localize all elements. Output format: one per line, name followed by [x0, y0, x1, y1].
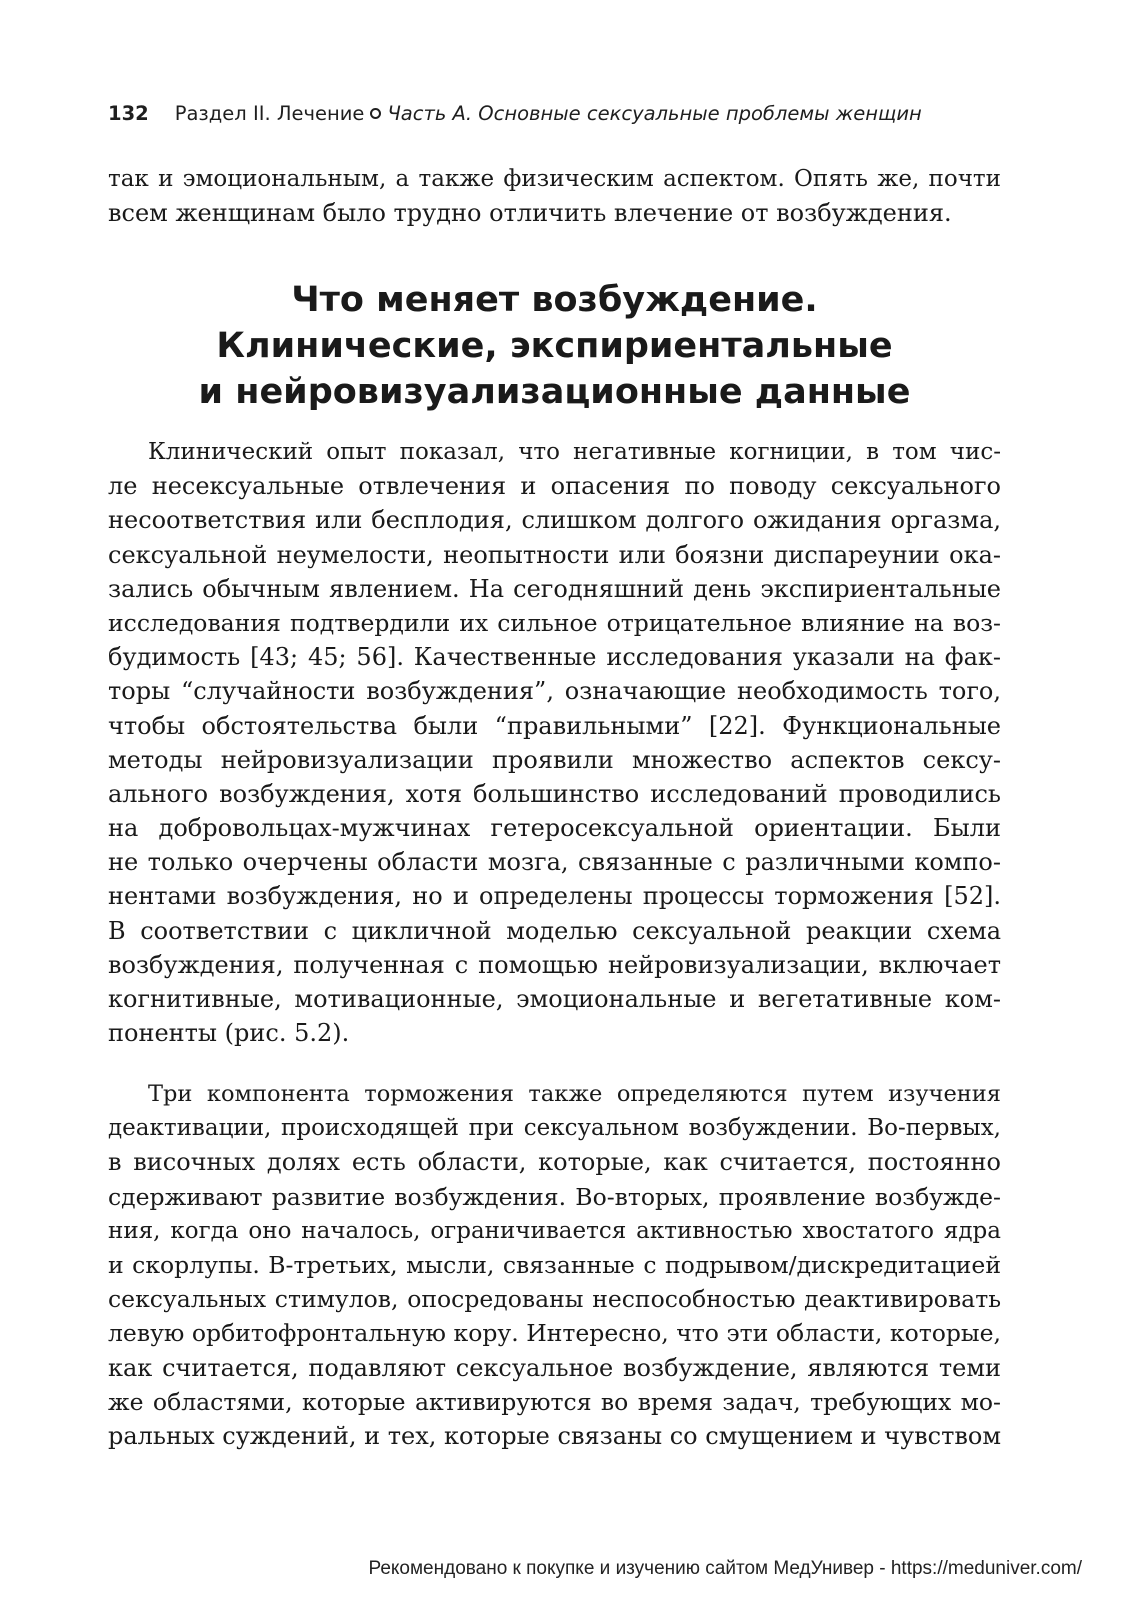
text-line: как считается, подавляют сексуальное возбуждение, являются теми — [108, 1353, 1001, 1382]
text-line: не только очерчены области мозга, связанные с различными компо- — [108, 848, 1001, 877]
text-line: ральных суждений, и тех, которые связаны со смущением и чувством — [108, 1421, 1001, 1450]
running-head — [108, 98, 922, 130]
text-line: и скорлупы. В-третьих, мысли, связанные с подрывом/дискредитацией — [108, 1250, 1001, 1279]
part-title: Часть А. Основные сексуальные проблемы женщин — [387, 102, 922, 125]
text-line: будимость [43; 45; 56]. Качественные исследования указали на фак- — [108, 643, 1001, 672]
text-line: ального возбуждения, хотя большинство исследований проводились — [108, 779, 1001, 808]
text-line: сексуальной неумелости, неопытности или боязни диспареунии ока- — [108, 540, 1001, 569]
text-line: В соответствии с цикличной моделью сексуальной реакции схема — [108, 916, 1001, 945]
text-line: ле несексуальные отвлечения и опасения по поводу сексуального — [108, 472, 1001, 501]
text-line: так и эмоциональным, а также физическим аспектом. Опять же, почти — [108, 166, 1001, 192]
text-line: левую орбитофронтальную кору. Интересно, что эти области, которые, — [108, 1319, 1001, 1348]
text-line: сдерживают развитие возбуждения. Во-вторых, проявление возбужде- — [108, 1182, 1001, 1211]
text-line: на добровольцах-мужчинах гетеросексуальной ориентации. Были — [108, 814, 1001, 843]
text-line: же областями, которые активируются во время задач, требующих мо- — [108, 1387, 1001, 1416]
text-line: торы “случайности возбуждения”, означающие необходимость того, — [108, 677, 1001, 706]
heading-line: Что меняет возбуждение. — [291, 280, 818, 320]
text-line: нентами возбуждения, но и определены процессы торможения [52]. — [108, 882, 1001, 911]
footer-watermark: Рекомендовано к покупке и изучению сайтом МедУнивер - https://meduniver.com/ — [368, 1558, 1082, 1579]
text-line: несоответствия или бесплодия, слишком долгого ожидания оргазма, — [108, 506, 1001, 535]
heading-line: Клинические, экспириентальные — [216, 326, 893, 366]
text-line: в височных долях есть области, которые, как считается, постоянно — [108, 1148, 1001, 1177]
text-line: чтобы обстоятельства были “правильными” [22]. Функциональные — [108, 711, 1001, 740]
text-line: ния, когда оно началось, ограничивается активностью хвостатого ядра — [108, 1217, 1001, 1244]
text-line: всем женщинам было трудно отличить влечение от возбуждения. — [108, 199, 952, 228]
intro-paragraph — [108, 162, 1001, 230]
text-line: когнитивные, мотивационные, эмоциональные и вегетативные ком- — [108, 985, 1001, 1013]
text-line: деактивации, происходящей при сексуальном возбуждении. Во-первых, — [108, 1115, 1001, 1142]
section-heading — [108, 277, 1001, 415]
page-number: 132 — [108, 102, 149, 125]
text-line: поненты (рис. 5.2). — [108, 1019, 350, 1048]
paragraph-2 — [108, 1077, 1001, 1453]
text-line: Клинический опыт показал, что негативные когниции, в том чис- — [148, 439, 1001, 465]
text-line: возбуждения, полученная с помощью нейровизуализации, включает — [108, 950, 1001, 979]
paragraph-1 — [108, 435, 1001, 1050]
text-line: методы нейровизуализации проявили множество аспектов сексу- — [108, 745, 1001, 774]
heading-line: и нейровизуализационные данные — [198, 372, 911, 412]
text-line: сексуальных стимулов, опосредованы неспособностью деактивировать — [108, 1285, 1001, 1314]
text-line: исследования подтвердили их сильное отрицательное влияние на воз- — [108, 608, 1001, 637]
text-line: Три компонента торможения также определяются путем изучения — [148, 1081, 1001, 1107]
bullet-separator-icon — [370, 108, 381, 119]
section-title: Раздел II. Лечение — [174, 102, 365, 125]
text-line: зались обычным явлением. На сегодняшний день экспириентальные — [108, 574, 1001, 603]
